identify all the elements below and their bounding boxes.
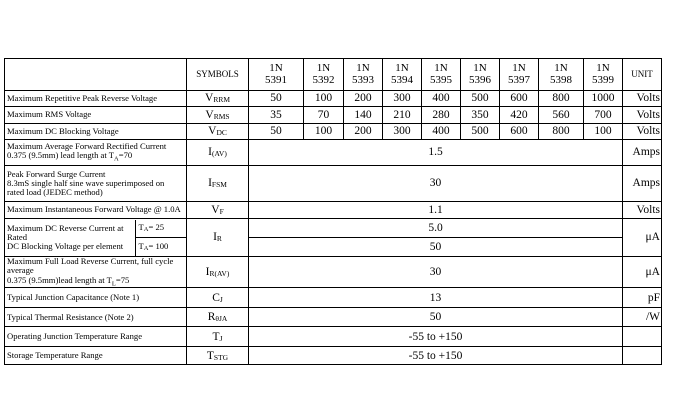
row-description: Peak Forward Surge Current 8.3mS single half sine wave superimposed on rated load (JEDEC method)	[5, 166, 187, 202]
value-cell: 500	[461, 91, 500, 107]
unit-cell: pF	[623, 288, 662, 308]
value-cell: 50	[249, 238, 623, 257]
value-cell: 1000	[584, 91, 623, 107]
part-header-5393: 1N 5393	[344, 59, 383, 91]
ir-inner-table	[5, 220, 186, 256]
value-cell: 600	[500, 91, 539, 107]
symbols-header: SYMBOLS	[187, 59, 249, 91]
row-description: Typical Junction Capacitance (Note 1)	[5, 288, 187, 308]
unit-cell	[623, 327, 662, 347]
part-header-5394: 1N 5394	[383, 59, 422, 91]
unit-cell: μA	[623, 257, 662, 288]
part-header-5395: 1N 5395	[422, 59, 461, 91]
value-cell: 70	[304, 107, 344, 124]
table-row-vf	[5, 202, 695, 219]
value-cell: -55 to +150	[249, 347, 623, 365]
header-row	[5, 59, 695, 91]
value-cell: 100	[584, 124, 623, 140]
value-cell: 50	[249, 91, 304, 107]
row-description: Maximum Instantaneous Forward Voltage @ 1.0A	[5, 202, 187, 219]
table-row-iav	[5, 140, 695, 166]
value-cell: 50	[249, 308, 623, 327]
value-cell: 560	[539, 107, 584, 124]
value-cell: 400	[422, 91, 461, 107]
row-description: Maximum Repetitive Peak Reverse Voltage	[5, 91, 187, 107]
value-cell: 280	[422, 107, 461, 124]
unit-header: UNIT	[623, 59, 662, 91]
value-cell: 50	[249, 124, 304, 140]
row-symbol: $V_{RRM}$	[187, 91, 249, 107]
row-symbol: $R_{\theta JA}$	[187, 308, 249, 327]
value-cell: 1.5	[249, 140, 623, 166]
row-description	[5, 219, 187, 257]
value-cell: 800	[539, 124, 584, 140]
part-header-5396: 1N 5396	[461, 59, 500, 91]
row-description: Maximum Average Forward Rectified Current 0.375 (9.5mm) lead length at $T_A=70$	[5, 140, 187, 166]
ir-description: Maximum DC Reverse Current at Rated DC Blocking Voltage per element	[5, 220, 135, 256]
value-cell: 500	[461, 124, 500, 140]
unit-cell: /W	[623, 308, 662, 327]
row-symbol: $V_F$	[187, 202, 249, 219]
row-description: Storage Temperature Range	[5, 347, 187, 365]
row-description: Typical Thermal Resistance (Note 2)	[5, 308, 187, 327]
value-cell: 200	[344, 124, 383, 140]
row-symbol: $T_J$	[187, 327, 249, 347]
value-cell: 35	[249, 107, 304, 124]
row-symbol: $I_R$	[187, 219, 249, 257]
unit-cell: Amps	[623, 140, 662, 166]
table-row-vrms	[5, 107, 695, 124]
part-header-5399: 1N 5399	[584, 59, 623, 91]
unit-cell: Volts	[623, 124, 662, 140]
table-row-irav	[5, 257, 695, 288]
row-symbol: $T_{STG}$	[187, 347, 249, 365]
value-cell: 1.1	[249, 202, 623, 219]
row-symbol: $V_{DC}$	[187, 124, 249, 140]
table-row-tj	[5, 327, 695, 347]
table-row-vdc	[5, 124, 695, 140]
row-symbol: $I_{FSM}$	[187, 166, 249, 202]
row-description: Maximum DC Blocking Voltage	[5, 124, 187, 140]
value-cell: 800	[539, 91, 584, 107]
unit-cell: Amps	[623, 166, 662, 202]
table-row-rth	[5, 308, 695, 327]
ir-condition-25: $T_A= 25$	[135, 220, 186, 238]
ir-condition-100: $T_A= 100$	[138, 240, 169, 252]
unit-cell	[623, 347, 662, 365]
value-cell: 30	[249, 166, 623, 202]
value-cell: 600	[500, 124, 539, 140]
unit-cell: Volts	[623, 107, 662, 124]
unit-cell: μA	[623, 219, 662, 257]
table-row-cj	[5, 288, 695, 308]
row-symbol: $I_{(AV)}$	[187, 140, 249, 166]
row-symbol: $I_{R(AV)}$	[187, 257, 249, 288]
row-description: Operating Junction Temperature Range	[5, 327, 187, 347]
row-description: Maximum Full Load Reverse Current, full cycle average 0.375 (9.5mm)lead length at $T_L=75$	[5, 257, 187, 288]
row-symbol: $C_J$	[187, 288, 249, 308]
value-cell: 100	[304, 91, 344, 107]
row-symbol: $V_{RMS}$	[187, 107, 249, 124]
value-cell: 200	[344, 91, 383, 107]
table-row-ir	[5, 219, 695, 238]
header-blank-cell	[5, 59, 187, 91]
value-cell: 5.0	[249, 219, 623, 238]
unit-cell: Volts	[623, 202, 662, 219]
value-cell: 100	[304, 124, 344, 140]
value-cell: 300	[383, 91, 422, 107]
table-row-vrrm	[5, 91, 695, 107]
part-header-5392: 1N 5392	[304, 59, 344, 91]
electrical-ratings-table	[4, 58, 695, 365]
value-cell: 30	[249, 257, 623, 288]
value-cell: 13	[249, 288, 623, 308]
part-header-5391: 1N 5391	[249, 59, 304, 91]
row-description: Maximum RMS Voltage	[5, 107, 187, 124]
value-cell: 300	[383, 124, 422, 140]
part-header-5398: 1N 5398	[539, 59, 584, 91]
value-cell: 420	[500, 107, 539, 124]
table-row-ifsm	[5, 166, 695, 202]
unit-cell: Volts	[623, 91, 662, 107]
value-cell: -55 to +150	[249, 327, 623, 347]
value-cell: 700	[584, 107, 623, 124]
table-row-tstg	[5, 347, 695, 365]
ratings-table-container	[4, 58, 694, 365]
part-header-5397: 1N 5397	[500, 59, 539, 91]
value-cell: 400	[422, 124, 461, 140]
value-cell: 140	[344, 107, 383, 124]
value-cell: 210	[383, 107, 422, 124]
value-cell: 350	[461, 107, 500, 124]
